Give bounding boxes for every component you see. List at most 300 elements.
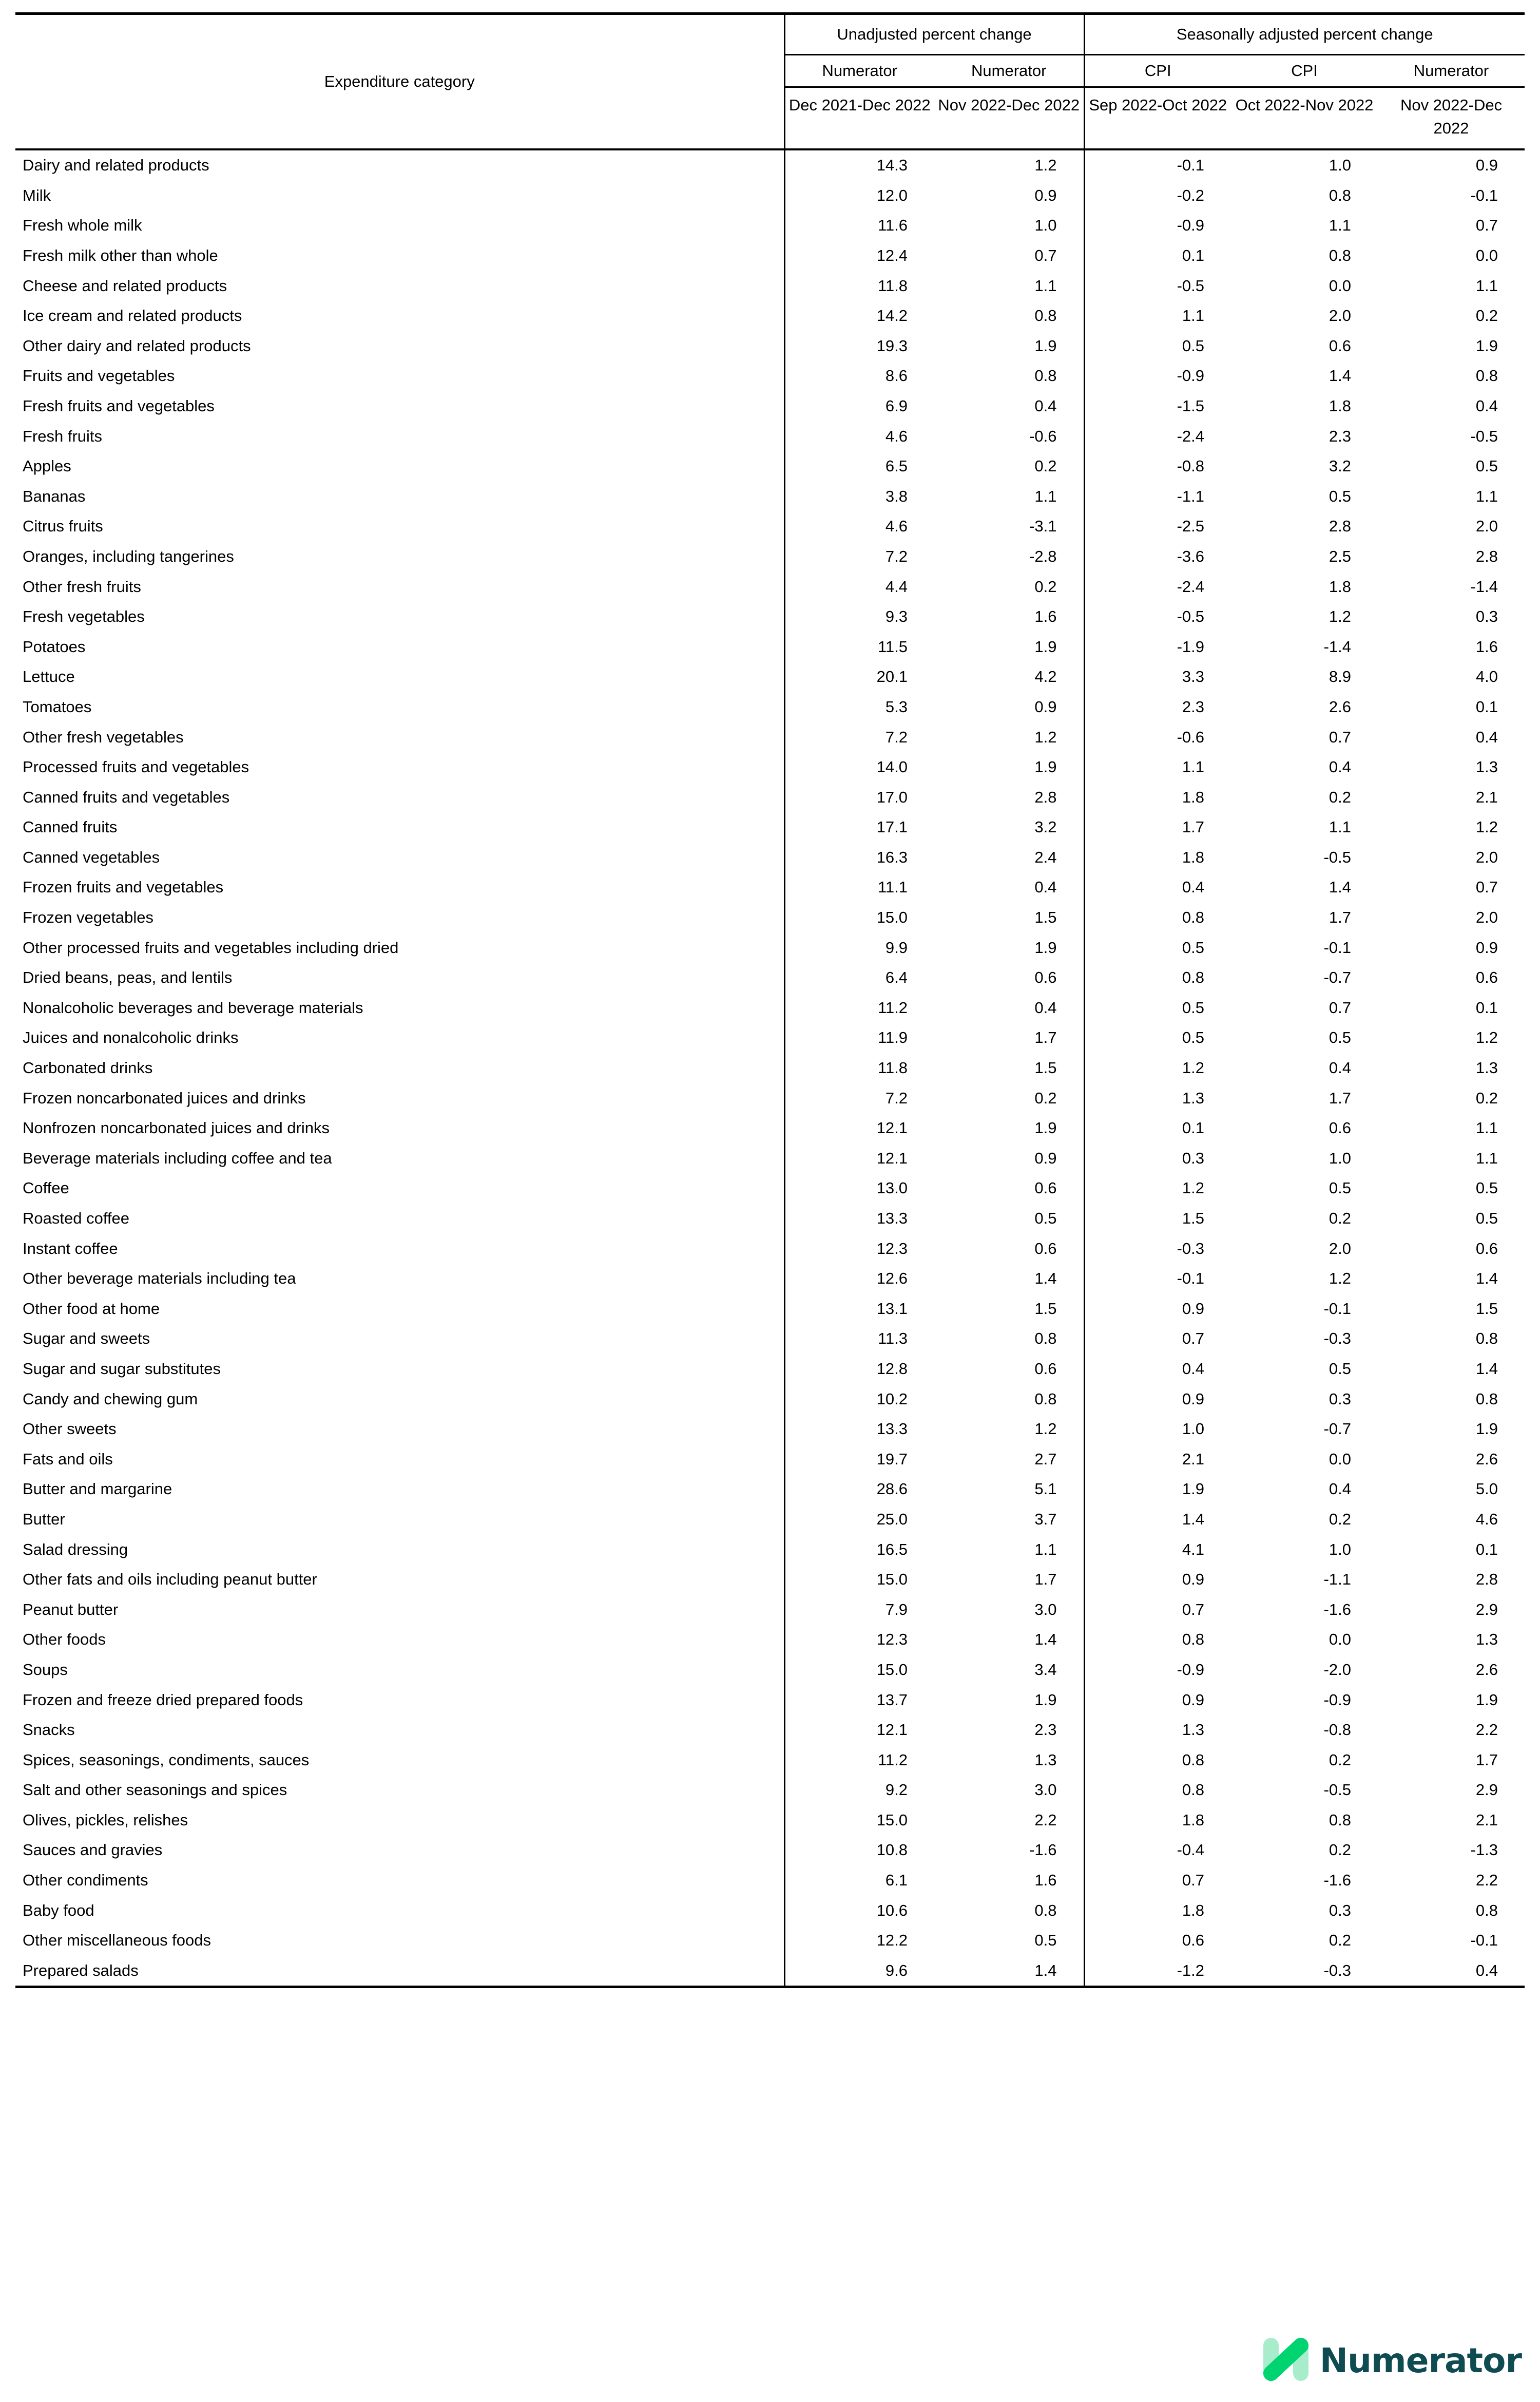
row-value-col-3: 0.7 xyxy=(1084,1324,1231,1354)
row-value-col-2: 1.6 xyxy=(1034,607,1057,626)
row-value-col-1: 7.2 xyxy=(885,728,908,746)
table-row xyxy=(15,1474,1525,1504)
table-row xyxy=(15,451,1525,482)
row-value-col-3: -2.4 xyxy=(1084,421,1231,451)
row-value-col-2: 0.4 xyxy=(1034,998,1057,1017)
row-value-col-3: 0.5 xyxy=(1084,993,1231,1023)
row-value-col-3: 1.0 xyxy=(1084,1414,1231,1444)
row-value-col-3: -0.3 xyxy=(1084,1233,1231,1264)
row-category-label: Potatoes xyxy=(15,632,784,662)
row-value-col-4: 0.2 xyxy=(1329,788,1352,806)
row-value-col-2: 0.8 xyxy=(1034,1901,1057,1919)
row-value-col-3: 0.9 xyxy=(1084,1565,1231,1595)
row-value-col-1: 11.8 xyxy=(877,276,908,295)
table-row xyxy=(15,843,1525,873)
row-value-col-1: 19.3 xyxy=(876,336,908,355)
row-category-label: Canned fruits xyxy=(15,812,784,843)
row-category-label: Fresh fruits xyxy=(15,421,784,451)
table-row xyxy=(15,1956,1525,1987)
row-value-col-5: 4.6 xyxy=(1475,1510,1498,1528)
row-value-col-5: 1.4 xyxy=(1475,1269,1498,1288)
row-value-col-4: -0.7 xyxy=(1323,1420,1352,1438)
row-value-col-4: 0.3 xyxy=(1329,1389,1352,1408)
table-row xyxy=(15,1715,1525,1745)
row-value-col-5: 0.9 xyxy=(1475,156,1498,175)
table-row xyxy=(15,181,1525,211)
row-value-col-4: 0.5 xyxy=(1329,1028,1352,1047)
table-body xyxy=(15,149,1525,1987)
row-value-col-1: 4.4 xyxy=(885,577,908,596)
row-value-col-4: 8.9 xyxy=(1329,668,1352,686)
row-category-label: Bananas xyxy=(15,481,784,511)
table-row xyxy=(15,271,1525,301)
table-row xyxy=(15,1565,1525,1595)
row-value-col-4: 0.2 xyxy=(1329,1750,1352,1769)
row-value-col-3: -1.1 xyxy=(1084,481,1231,511)
row-category-label: Ice cream and related products xyxy=(15,301,784,331)
row-value-col-1: 11.9 xyxy=(877,1028,908,1047)
row-category-label: Salt and other seasonings and spices xyxy=(15,1775,784,1805)
row-value-col-4: 1.2 xyxy=(1329,1269,1352,1288)
row-value-col-2: 0.4 xyxy=(1034,396,1057,415)
row-value-col-3: 0.5 xyxy=(1084,1023,1231,1053)
row-value-col-4: 0.0 xyxy=(1329,1630,1352,1649)
row-category-label: Canned vegetables xyxy=(15,843,784,873)
row-value-col-5: -0.5 xyxy=(1470,427,1498,445)
column-header-source-1: Numerator xyxy=(784,55,934,87)
row-value-col-3: -1.9 xyxy=(1084,632,1231,662)
row-value-col-4: 0.8 xyxy=(1329,1810,1352,1829)
row-value-col-5: 2.6 xyxy=(1475,1450,1498,1468)
row-value-col-3: -1.2 xyxy=(1084,1956,1231,1987)
row-value-col-2: 2.4 xyxy=(1034,848,1057,866)
table-row xyxy=(15,1865,1525,1896)
row-value-col-5: 2.8 xyxy=(1475,1570,1498,1589)
row-value-col-5: 2.1 xyxy=(1475,788,1498,806)
table-row xyxy=(15,1805,1525,1836)
row-category-label: Canned fruits and vegetables xyxy=(15,782,784,812)
row-category-label: Nonfrozen noncarbonated juices and drinks xyxy=(15,1113,784,1143)
row-value-col-1: 11.2 xyxy=(877,998,908,1017)
row-value-col-1: 11.3 xyxy=(877,1329,908,1348)
table-row xyxy=(15,1444,1525,1474)
column-group-seasonally-adjusted: Seasonally adjusted percent change xyxy=(1084,14,1525,55)
row-category-label: Fresh vegetables xyxy=(15,602,784,632)
row-value-col-2: 0.9 xyxy=(1034,1149,1057,1167)
table-row xyxy=(15,1655,1525,1685)
row-category-label: Other fresh fruits xyxy=(15,571,784,602)
row-value-col-1: 17.0 xyxy=(876,788,908,806)
row-value-col-4: -0.1 xyxy=(1323,1299,1352,1318)
row-value-col-1: 12.3 xyxy=(876,1239,908,1257)
row-value-col-2: 0.2 xyxy=(1034,577,1057,596)
row-value-col-2: 2.3 xyxy=(1034,1721,1057,1739)
row-value-col-3: 0.5 xyxy=(1084,932,1231,963)
row-value-col-3: -0.9 xyxy=(1084,361,1231,391)
row-value-col-4: 1.1 xyxy=(1329,216,1352,235)
table-row xyxy=(15,782,1525,812)
row-value-col-4: 0.2 xyxy=(1329,1209,1352,1227)
row-value-col-4: 2.5 xyxy=(1329,547,1352,565)
row-category-label: Other condiments xyxy=(15,1865,784,1896)
row-category-label: Spices, seasonings, condiments, sauces xyxy=(15,1745,784,1775)
row-value-col-4: 0.0 xyxy=(1329,1450,1352,1468)
table-row xyxy=(15,1173,1525,1204)
table-row xyxy=(15,1264,1525,1294)
row-category-label: Butter xyxy=(15,1504,784,1535)
table-row xyxy=(15,1504,1525,1535)
row-value-col-1: 13.1 xyxy=(876,1299,908,1318)
row-value-col-2: 0.8 xyxy=(1034,307,1057,325)
row-value-col-2: 3.2 xyxy=(1034,818,1057,836)
row-value-col-5: 1.2 xyxy=(1475,1028,1498,1047)
row-category-label: Peanut butter xyxy=(15,1594,784,1625)
row-value-col-5: 5.0 xyxy=(1475,1480,1498,1498)
row-category-label: Butter and margarine xyxy=(15,1474,784,1504)
row-value-col-5: 2.2 xyxy=(1475,1871,1498,1890)
row-value-col-2: 1.9 xyxy=(1034,336,1057,355)
row-category-label: Milk xyxy=(15,181,784,211)
table-row xyxy=(15,932,1525,963)
row-value-col-2: 1.4 xyxy=(1034,1961,1057,1979)
table-row xyxy=(15,812,1525,843)
row-value-col-4: 0.2 xyxy=(1329,1931,1352,1950)
row-value-col-2: -2.8 xyxy=(1029,547,1057,565)
row-value-col-5: 2.0 xyxy=(1475,908,1498,927)
row-value-col-1: 14.3 xyxy=(876,156,908,175)
row-value-col-5: 0.5 xyxy=(1475,457,1498,475)
row-value-col-5: 1.9 xyxy=(1475,1690,1498,1709)
row-value-col-1: 11.1 xyxy=(877,878,908,897)
row-category-label: Other sweets xyxy=(15,1414,784,1444)
row-value-col-2: 3.0 xyxy=(1034,1600,1057,1618)
row-value-col-4: 2.6 xyxy=(1329,697,1352,716)
row-value-col-4: -0.3 xyxy=(1323,1329,1352,1348)
row-value-col-5: 0.9 xyxy=(1475,938,1498,957)
row-value-col-2: 1.5 xyxy=(1034,1299,1057,1318)
row-value-col-2: 1.2 xyxy=(1034,728,1057,746)
column-header-source-5: Numerator xyxy=(1378,55,1525,87)
row-value-col-3: -0.5 xyxy=(1084,602,1231,632)
row-category-label: Other food at home xyxy=(15,1293,784,1324)
row-value-col-3: 0.1 xyxy=(1084,1113,1231,1143)
row-value-col-1: 20.1 xyxy=(876,668,908,686)
row-value-col-2: -0.6 xyxy=(1029,427,1057,445)
row-value-col-4: -2.0 xyxy=(1323,1660,1352,1679)
table-row xyxy=(15,1204,1525,1234)
row-value-col-3: 1.8 xyxy=(1084,1895,1231,1926)
row-value-col-5: 2.9 xyxy=(1475,1781,1498,1799)
row-value-col-2: 0.4 xyxy=(1034,878,1057,897)
row-value-col-5: 0.7 xyxy=(1475,878,1498,897)
row-category-label: Sauces and gravies xyxy=(15,1835,784,1865)
row-value-col-2: 0.5 xyxy=(1034,1931,1057,1950)
table-footer-rule xyxy=(15,1987,1525,1989)
row-category-label: Fats and oils xyxy=(15,1444,784,1474)
table-header xyxy=(15,14,1525,149)
table-row xyxy=(15,1113,1525,1143)
row-value-col-3: 3.3 xyxy=(1084,662,1231,692)
row-value-col-5: 1.4 xyxy=(1475,1359,1498,1378)
row-value-col-3: 2.1 xyxy=(1084,1444,1231,1474)
row-value-col-3: 0.4 xyxy=(1084,872,1231,903)
row-value-col-4: 0.6 xyxy=(1329,1119,1352,1137)
row-value-col-5: 1.6 xyxy=(1475,637,1498,656)
row-value-col-5: -1.4 xyxy=(1470,577,1498,596)
column-header-period-2: Nov 2022-Dec 2022 xyxy=(938,96,1080,115)
row-category-label: Other miscellaneous foods xyxy=(15,1926,784,1956)
column-header-period-4: Oct 2022-Nov 2022 xyxy=(1235,96,1374,115)
row-value-col-1: 6.5 xyxy=(885,457,908,475)
row-value-col-5: 2.0 xyxy=(1475,848,1498,866)
row-category-label: Sugar and sweets xyxy=(15,1324,784,1354)
row-value-col-5: 1.7 xyxy=(1475,1750,1498,1769)
row-category-label: Instant coffee xyxy=(15,1233,784,1264)
row-value-col-3: 0.8 xyxy=(1084,903,1231,933)
row-category-label: Oranges, including tangerines xyxy=(15,542,784,572)
row-value-col-1: 16.3 xyxy=(876,848,908,866)
row-category-label: Tomatoes xyxy=(15,692,784,722)
row-value-col-3: 1.8 xyxy=(1084,1805,1231,1836)
column-header-period-1: Dec 2021-Dec 2022 xyxy=(784,87,934,148)
row-value-col-1: 12.3 xyxy=(876,1630,908,1649)
table-row xyxy=(15,391,1525,422)
row-value-col-3: 0.3 xyxy=(1084,1143,1231,1174)
row-category-label: Cheese and related products xyxy=(15,271,784,301)
row-value-col-5: -0.1 xyxy=(1470,1931,1498,1950)
table-row xyxy=(15,1233,1525,1264)
table-row xyxy=(15,662,1525,692)
row-value-col-2: 1.3 xyxy=(1034,1750,1057,1769)
row-value-col-3: 0.8 xyxy=(1084,1745,1231,1775)
row-value-col-3: -0.5 xyxy=(1084,271,1231,301)
row-category-label: Nonalcoholic beverages and beverage materials xyxy=(15,993,784,1023)
row-category-label: Prepared salads xyxy=(15,1956,784,1987)
row-category-label: Frozen and freeze dried prepared foods xyxy=(15,1685,784,1715)
row-value-col-1: 25.0 xyxy=(876,1510,908,1528)
row-value-col-1: 12.1 xyxy=(876,1721,908,1739)
row-category-label: Fresh fruits and vegetables xyxy=(15,391,784,422)
row-value-col-4: 1.1 xyxy=(1329,818,1352,836)
row-value-col-4: 2.8 xyxy=(1329,517,1352,536)
row-value-col-1: 9.2 xyxy=(885,1781,908,1799)
table-row xyxy=(15,1354,1525,1384)
row-value-col-4: 0.4 xyxy=(1329,758,1352,776)
row-value-col-4: 0.7 xyxy=(1329,728,1352,746)
row-category-label: Frozen fruits and vegetables xyxy=(15,872,784,903)
row-value-col-4: 1.7 xyxy=(1329,1089,1352,1107)
table-row xyxy=(15,1594,1525,1625)
row-value-col-4: 0.2 xyxy=(1329,1841,1352,1859)
row-value-col-1: 14.0 xyxy=(876,758,908,776)
row-value-col-5: 0.0 xyxy=(1475,246,1498,264)
row-category-label: Other fats and oils including peanut butter xyxy=(15,1565,784,1595)
row-value-col-5: 0.4 xyxy=(1475,396,1498,415)
row-value-col-3: 0.1 xyxy=(1084,241,1231,271)
row-value-col-2: 1.1 xyxy=(1034,276,1057,295)
row-value-col-3: 0.7 xyxy=(1084,1594,1231,1625)
row-category-label: Apples xyxy=(15,451,784,482)
row-value-col-4: 0.5 xyxy=(1329,1179,1352,1197)
row-value-col-2: 1.2 xyxy=(1034,1420,1057,1438)
table-row xyxy=(15,149,1525,181)
row-value-col-4: 1.8 xyxy=(1329,577,1352,596)
row-category-label: Candy and chewing gum xyxy=(15,1384,784,1414)
row-value-col-1: 7.2 xyxy=(885,1089,908,1107)
row-value-col-1: 17.1 xyxy=(876,818,908,836)
row-value-col-4: 1.0 xyxy=(1329,156,1352,175)
row-value-col-4: 1.0 xyxy=(1329,1540,1352,1558)
row-value-col-1: 10.8 xyxy=(876,1841,908,1859)
row-value-col-1: 15.0 xyxy=(876,1810,908,1829)
row-value-col-2: 1.1 xyxy=(1034,1540,1057,1558)
cpi-expenditure-table xyxy=(15,12,1525,1988)
row-value-col-1: 12.2 xyxy=(876,1931,908,1950)
row-value-col-2: 1.4 xyxy=(1034,1269,1057,1288)
table-row xyxy=(15,241,1525,271)
row-value-col-1: 12.1 xyxy=(876,1149,908,1167)
row-value-col-5: 2.6 xyxy=(1475,1660,1498,1679)
row-category-label: Carbonated drinks xyxy=(15,1053,784,1083)
row-value-col-1: 12.0 xyxy=(876,186,908,204)
row-value-col-5: 0.6 xyxy=(1475,968,1498,987)
row-value-col-5: 0.1 xyxy=(1475,697,1498,716)
row-value-col-5: 2.2 xyxy=(1475,1721,1498,1739)
numerator-n-icon xyxy=(1261,2333,1311,2389)
row-value-col-1: 11.2 xyxy=(877,1750,908,1769)
row-value-col-4: 2.0 xyxy=(1329,307,1352,325)
row-value-col-2: 1.0 xyxy=(1034,216,1057,235)
row-value-col-4: 1.8 xyxy=(1329,396,1352,415)
row-value-col-3: 1.8 xyxy=(1084,843,1231,873)
row-value-col-5: 0.2 xyxy=(1475,307,1498,325)
row-value-col-1: 19.7 xyxy=(876,1450,908,1468)
row-value-col-5: 1.1 xyxy=(1475,1149,1498,1167)
row-value-col-5: 2.8 xyxy=(1475,547,1498,565)
row-value-col-2: 1.6 xyxy=(1034,1871,1057,1890)
row-value-col-3: 1.3 xyxy=(1084,1083,1231,1113)
row-value-col-3: -0.9 xyxy=(1084,1655,1231,1685)
row-value-col-2: 1.5 xyxy=(1034,908,1057,927)
numerator-logo xyxy=(1261,2333,1522,2389)
row-category-label: Other foods xyxy=(15,1625,784,1655)
row-value-col-4: -0.5 xyxy=(1323,1781,1352,1799)
table-row xyxy=(15,511,1525,542)
table-row xyxy=(15,1083,1525,1113)
row-value-col-4: -1.1 xyxy=(1323,1570,1352,1589)
row-value-col-5: 1.1 xyxy=(1475,487,1498,505)
row-value-col-3: 4.1 xyxy=(1084,1534,1231,1565)
row-value-col-2: 1.4 xyxy=(1034,1630,1057,1649)
row-value-col-1: 9.6 xyxy=(885,1961,908,1979)
row-value-col-3: 1.1 xyxy=(1084,301,1231,331)
row-value-col-4: -0.9 xyxy=(1323,1690,1352,1709)
row-value-col-5: 0.2 xyxy=(1475,1089,1498,1107)
row-value-col-1: 15.0 xyxy=(876,1570,908,1589)
row-value-col-5: 1.3 xyxy=(1475,1630,1498,1649)
row-category-label: Other processed fruits and vegetables including dried xyxy=(15,932,784,963)
row-value-col-5: 1.1 xyxy=(1475,1119,1498,1137)
row-value-col-3: -2.5 xyxy=(1084,511,1231,542)
column-header-source-4: CPI xyxy=(1231,55,1378,87)
row-value-col-1: 7.2 xyxy=(885,547,908,565)
row-value-col-1: 6.1 xyxy=(885,1871,908,1890)
table-row xyxy=(15,1534,1525,1565)
row-value-col-3: 0.7 xyxy=(1084,1865,1231,1896)
row-value-col-1: 13.7 xyxy=(876,1690,908,1709)
row-value-col-5: 0.5 xyxy=(1475,1179,1498,1197)
row-value-col-1: 9.3 xyxy=(885,607,908,626)
row-value-col-1: 6.4 xyxy=(885,968,908,987)
row-value-col-1: 15.0 xyxy=(876,1660,908,1679)
row-value-col-3: 0.4 xyxy=(1084,1354,1231,1384)
row-value-col-5: 1.3 xyxy=(1475,1059,1498,1077)
row-value-col-4: 1.2 xyxy=(1329,607,1352,626)
row-category-label: Lettuce xyxy=(15,662,784,692)
row-value-col-3: -0.1 xyxy=(1084,149,1231,181)
row-category-label: Processed fruits and vegetables xyxy=(15,752,784,783)
row-category-label: Other dairy and related products xyxy=(15,331,784,361)
table-row xyxy=(15,1625,1525,1655)
row-value-col-2: 1.9 xyxy=(1034,1690,1057,1709)
row-value-col-5: 0.1 xyxy=(1475,1540,1498,1558)
table-row xyxy=(15,421,1525,451)
column-header-source-3: CPI xyxy=(1084,55,1231,87)
row-value-col-1: 28.6 xyxy=(876,1480,908,1498)
row-value-col-2: 2.2 xyxy=(1034,1810,1057,1829)
header-group-row xyxy=(15,14,1525,55)
report-page xyxy=(0,12,1540,2402)
row-value-col-4: 2.3 xyxy=(1329,427,1352,445)
row-value-col-3: 0.8 xyxy=(1084,1775,1231,1805)
row-value-col-5: 0.8 xyxy=(1475,1901,1498,1919)
row-value-col-2: 1.1 xyxy=(1034,487,1057,505)
row-value-col-5: 2.1 xyxy=(1475,1810,1498,1829)
row-value-col-4: -0.5 xyxy=(1323,848,1352,866)
row-value-col-3: 0.9 xyxy=(1084,1293,1231,1324)
row-value-col-5: -1.3 xyxy=(1470,1841,1498,1859)
table-row xyxy=(15,361,1525,391)
table-row xyxy=(15,1926,1525,1956)
row-value-col-3: -3.6 xyxy=(1084,542,1231,572)
row-value-col-3: 1.8 xyxy=(1084,782,1231,812)
table-row xyxy=(15,722,1525,752)
row-category-label: Olives, pickles, relishes xyxy=(15,1805,784,1836)
table-row xyxy=(15,542,1525,572)
row-value-col-4: 1.4 xyxy=(1329,878,1352,897)
row-value-col-5: 1.9 xyxy=(1475,336,1498,355)
row-category-label: Fruits and vegetables xyxy=(15,361,784,391)
row-value-col-3: 1.2 xyxy=(1084,1173,1231,1204)
table-row xyxy=(15,571,1525,602)
column-header-period-3: Sep 2022-Oct 2022 xyxy=(1084,87,1231,148)
table-row xyxy=(15,1023,1525,1053)
row-value-col-4: 0.3 xyxy=(1329,1901,1352,1919)
row-value-col-5: 0.8 xyxy=(1475,1329,1498,1348)
row-value-col-5: 1.3 xyxy=(1475,758,1498,776)
row-value-col-1: 11.8 xyxy=(877,1059,908,1077)
row-value-col-2: 0.5 xyxy=(1034,1209,1057,1227)
row-value-col-4: 0.6 xyxy=(1329,336,1352,355)
row-value-col-3: 1.9 xyxy=(1084,1474,1231,1504)
row-value-col-2: 1.9 xyxy=(1034,637,1057,656)
row-value-col-4: 1.0 xyxy=(1329,1149,1352,1167)
table-row xyxy=(15,1324,1525,1354)
row-value-col-1: 13.0 xyxy=(876,1179,908,1197)
table-row xyxy=(15,1053,1525,1083)
row-category-label: Frozen vegetables xyxy=(15,903,784,933)
row-value-col-2: 3.0 xyxy=(1034,1781,1057,1799)
